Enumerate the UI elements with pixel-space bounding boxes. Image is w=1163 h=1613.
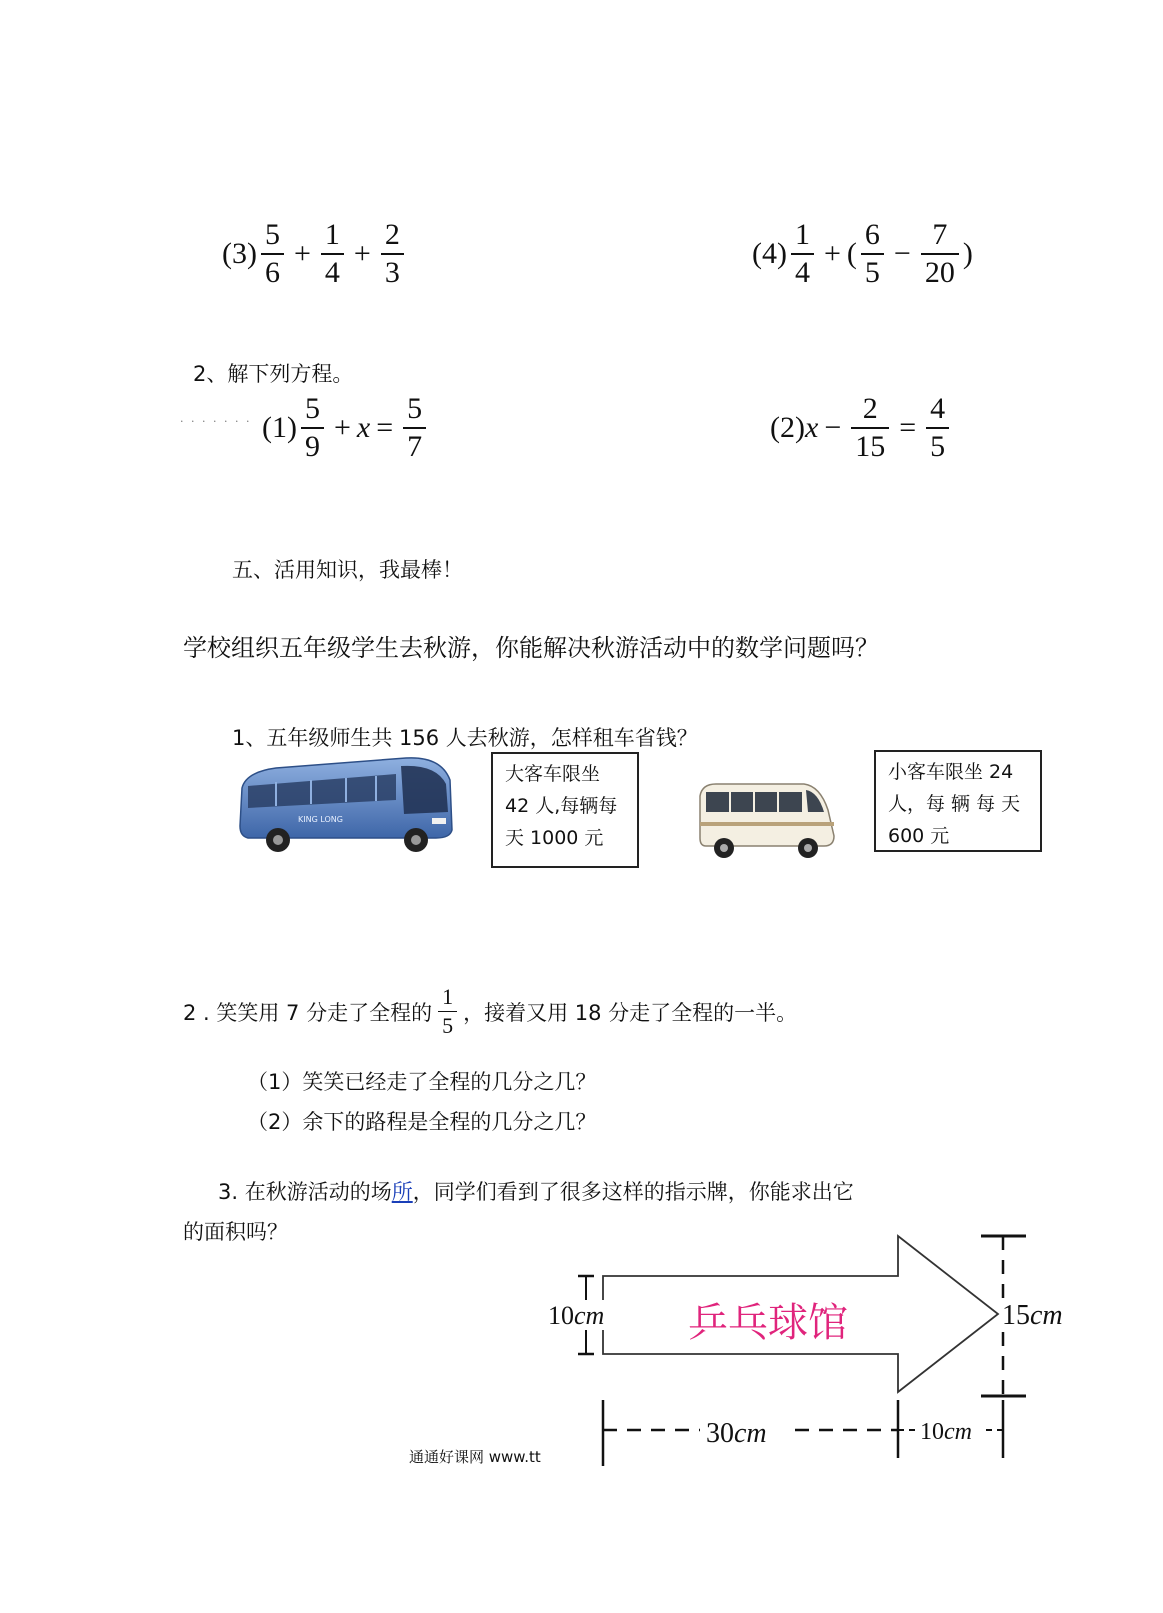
problem-3: (3) $\frac{5}{6}$ + $\frac{1}{4}$ + $\frac{2}{3}$ [222,220,408,288]
big-bus-image [236,752,458,854]
fraction: $\frac{2}{3}$ [381,220,404,288]
small-bus-image [696,776,838,864]
problem-label: (3) [222,237,257,270]
dim-height-label: 10cm [548,1301,605,1330]
equation-2: (2) x − $\frac{2}{15}$ = $\frac{4}{5}$ [770,394,953,462]
equations-heading: 2、解下列方程。 [193,362,354,386]
fraction: $\frac{7}{20}$ [921,220,959,288]
question-2-sub-1: （1）笑笑已经走了全程的几分之几？ [247,1070,597,1094]
section-intro: 学校组织五年级学生去秋游，你能解决秋游活动中的数学问题吗？ [183,634,879,662]
fraction: $\frac{1}{4}$ [791,220,814,288]
fraction: $\frac{5}{6}$ [261,220,284,288]
big-bus-info-box [491,752,639,868]
arrow-sign-diagram [540,1226,1100,1476]
fraction: $\frac{6}{5}$ [861,220,884,288]
question-2-text: 2 . 笑笑用 7 分走了全程的 $\frac{1}{5}$ ，接着又用 18 分走了全程的一半。 [183,984,798,1038]
problem-label: (4) [752,237,787,270]
dim-arrow-label: 15cm [1002,1300,1063,1331]
question-3-text-line2: 的面积吗？ [183,1220,288,1244]
fraction: $\frac{5}{9}$ [301,394,324,462]
sign-text: 乒乓球馆 [688,1300,848,1346]
fraction: $\frac{1}{4}$ [321,220,344,288]
question-2-sub-2: （2）余下的路程是全程的几分之几？ [247,1110,597,1134]
info-line: 600 元 [888,825,950,847]
info-line: 小客车限坐 24 [888,761,1014,783]
question-3-text: 3. 在秋游活动的场所，同学们看到了很多这样的指示牌，你能求出它 [218,1180,854,1204]
problem-4: (4) $\frac{1}{4}$ + ( $\frac{6}{5}$ − $\frac{7}{20}$ ) [752,218,973,289]
info-line: 天 1000 元 [505,827,604,849]
dim-head-label: 10cm [920,1419,972,1445]
footer-watermark: 通通好课网 www.tt [409,1448,541,1466]
fraction: $\frac{1}{5}$ [438,986,457,1037]
dots-decoration: . . . . . . . [180,412,252,425]
small-bus-info-box [874,750,1042,852]
info-line: 人，每 辆 每 天 [888,793,1021,815]
fraction: $\frac{2}{15}$ [851,394,889,462]
info-line: 42 人,每辆每 [505,795,618,817]
link-text[interactable]: 所 [391,1180,413,1204]
fraction: $\frac{5}{7}$ [403,394,426,462]
dim-body-label: 30cm [706,1418,767,1449]
bus-brand: KING LONG [298,815,343,824]
info-line: 大客车限坐 [505,763,601,785]
fraction: $\frac{4}{5}$ [926,394,949,462]
equation-1: (1) $\frac{5}{9}$ + x = $\frac{5}{7}$ [262,394,430,462]
question-1-text: 1、五年级师生共 156 人去秋游，怎样租车省钱？ [232,726,698,750]
section-heading: 五、活用知识，我最棒！ [232,558,463,582]
